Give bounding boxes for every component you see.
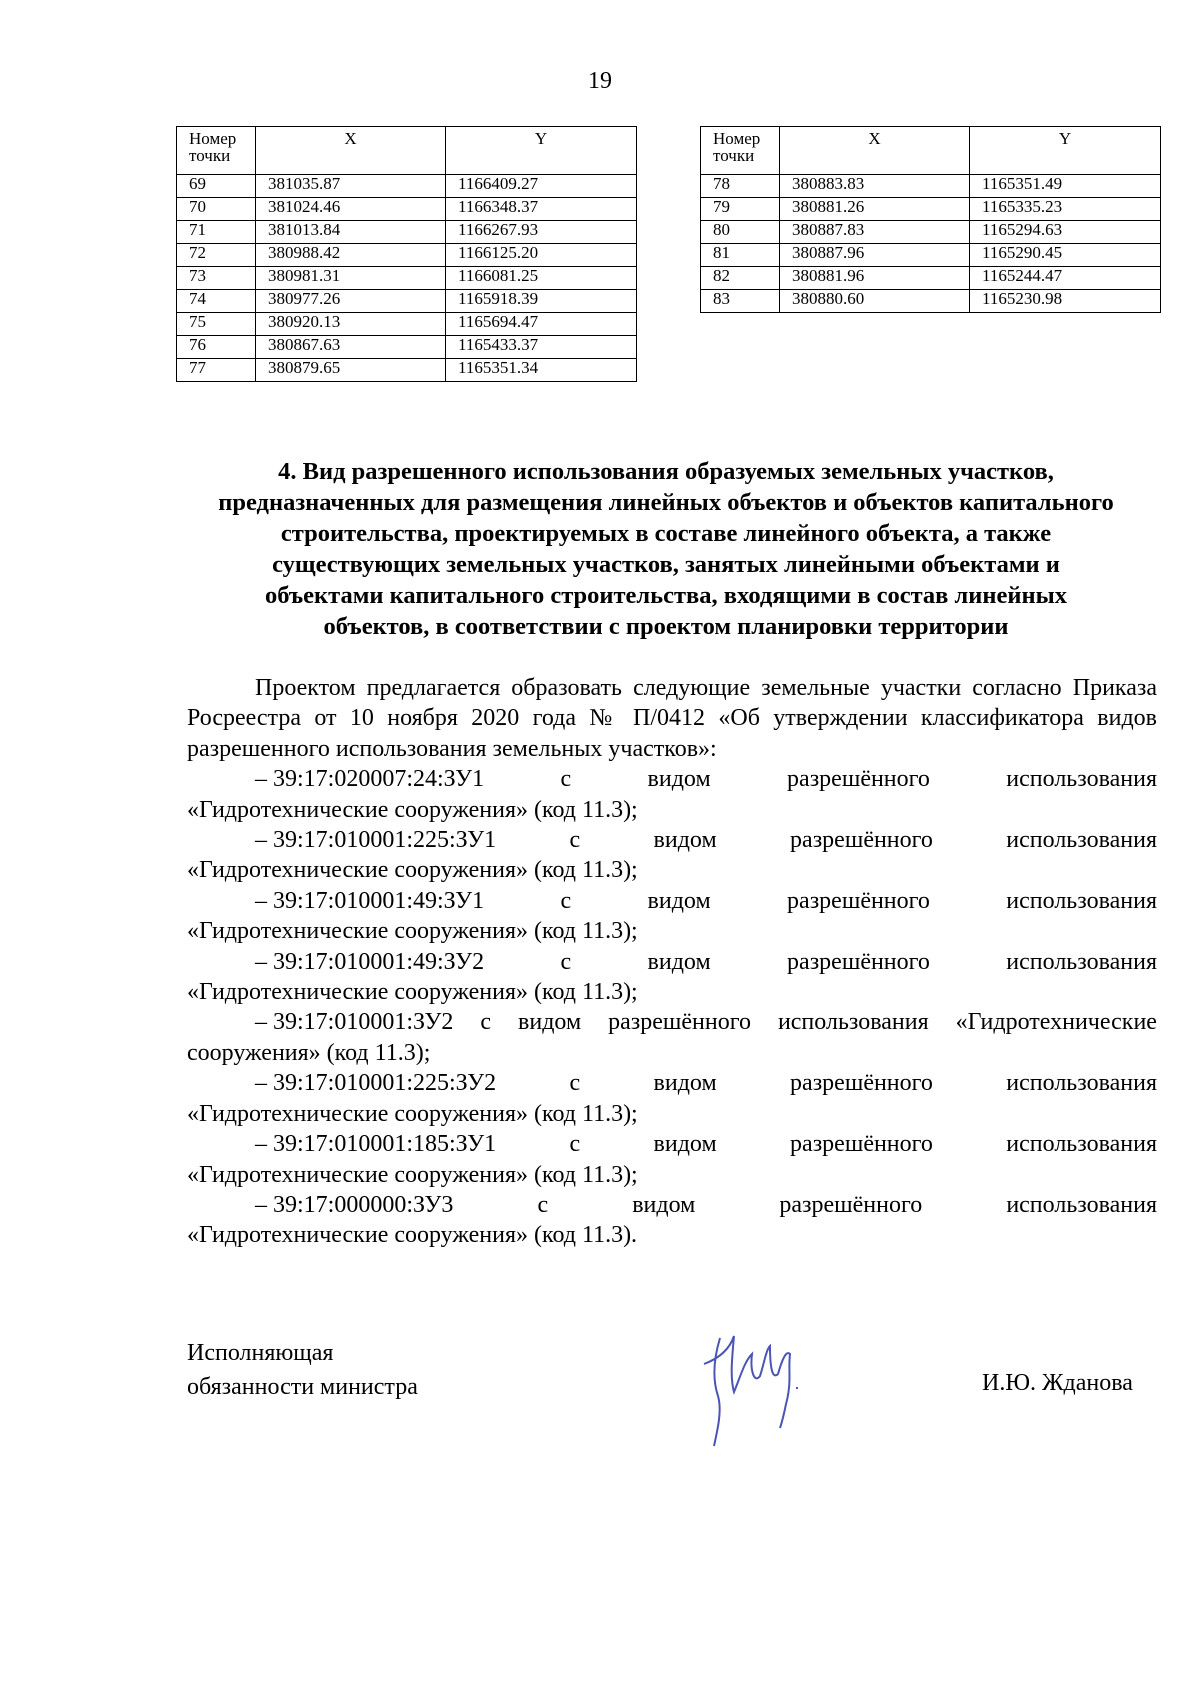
- land-plot-item-word: разрешённого: [787, 887, 930, 914]
- x-coordinate-cell: 380881.96: [780, 267, 970, 290]
- x-coordinate-cell: 380887.83: [780, 221, 970, 244]
- x-coordinate-cell: 380887.96: [780, 244, 970, 267]
- land-plot-item-word: – 39:17:010001:ЗУ2: [255, 1009, 454, 1036]
- header-x: X: [256, 127, 446, 175]
- point-number-cell: 71: [177, 221, 256, 244]
- land-plot-item: [187, 825, 1157, 886]
- land-plot-item-word: – 39:17:000000:ЗУ3: [255, 1191, 454, 1218]
- land-plot-item: [187, 1129, 1157, 1190]
- point-number-cell: 74: [177, 290, 256, 313]
- table-row: [701, 175, 1161, 198]
- heading-line: объектов, в соответствии с проектом планировки территории: [323, 613, 1009, 640]
- point-number-cell: 79: [701, 198, 780, 221]
- table-row: [177, 244, 637, 267]
- land-plot-item-word: с: [569, 1070, 581, 1097]
- land-plot-list: [187, 764, 1157, 1251]
- heading-line: существующих земельных участков, занятых линейными объектами и: [272, 551, 1060, 578]
- land-plot-item-word: с: [537, 1191, 549, 1218]
- x-coordinate-cell: 380880.60: [780, 290, 970, 313]
- land-plot-item-word: разрешённого: [608, 1009, 751, 1036]
- land-plot-item-word: – 39:17:010001:225:ЗУ2: [255, 1070, 497, 1097]
- x-coordinate-cell: 380920.13: [256, 313, 446, 336]
- y-coordinate-cell: 1165335.23: [970, 198, 1161, 221]
- heading-line: строительства, проектируемых в составе линейного объекта, а также: [280, 520, 1052, 547]
- y-coordinate-cell: 1165230.98: [970, 290, 1161, 313]
- x-coordinate-cell: 381013.84: [256, 221, 446, 244]
- y-coordinate-cell: 1166348.37: [446, 198, 637, 221]
- land-plot-item-word: видом: [653, 1070, 717, 1097]
- land-plot-item-word: использования: [777, 1009, 929, 1036]
- y-coordinate-cell: 1166409.27: [446, 175, 637, 198]
- table-row: [177, 221, 637, 244]
- x-coordinate-cell: 380977.26: [256, 290, 446, 313]
- coordinates-table-left: [176, 126, 637, 382]
- land-plot-item: [187, 1068, 1157, 1129]
- y-coordinate-cell: 1166125.20: [446, 244, 637, 267]
- land-plot-item-word: – 39:17:010001:49:ЗУ1: [255, 887, 485, 914]
- coordinates-table-right: [700, 126, 1161, 313]
- land-plot-item-word: разрешённого: [787, 948, 930, 975]
- table-row: [177, 267, 637, 290]
- point-number-cell: 77: [177, 359, 256, 382]
- land-plot-item-word: с: [560, 948, 572, 975]
- x-coordinate-cell: 381035.87: [256, 175, 446, 198]
- land-plot-item-word: использования: [1006, 766, 1157, 793]
- table-row: [177, 359, 637, 382]
- land-plot-item-word: разрешённого: [790, 827, 933, 854]
- point-number-cell: 82: [701, 267, 780, 290]
- land-plot-item-word: видом: [647, 948, 711, 975]
- table-row: [701, 198, 1161, 221]
- land-plot-item-word: разрешённого: [787, 766, 930, 793]
- intro-paragraph: Проектом предлагается образовать следующие земельные участки согласно Приказа Росреестра от 10 ноября 2020 года № П/0412 «Об утверждении классификатора видов разрешенного использования земельных участков»:: [187, 675, 1157, 762]
- table-row: [701, 244, 1161, 267]
- land-plot-item-line: [187, 1068, 1157, 1098]
- y-coordinate-cell: 1165294.63: [970, 221, 1161, 244]
- heading-line: объектами капитального строительства, входящими в состав линейных: [264, 582, 1068, 609]
- x-coordinate-cell: 381024.46: [256, 198, 446, 221]
- land-plot-item-word: видом: [647, 766, 711, 793]
- y-coordinate-cell: 1165351.49: [970, 175, 1161, 198]
- point-number-cell: 73: [177, 267, 256, 290]
- heading-line: 4. Вид разрешенного использования образуемых земельных участков,: [278, 458, 1054, 485]
- table-row: [701, 221, 1161, 244]
- land-plot-item-word: с: [569, 1131, 581, 1158]
- y-coordinate-cell: 1165918.39: [446, 290, 637, 313]
- table-row: [177, 313, 637, 336]
- land-plot-item-word: – 39:17:010001:225:ЗУ1: [255, 827, 497, 854]
- land-plot-item-word: использования: [1006, 948, 1157, 975]
- land-plot-item-continuation: «Гидротехнические сооружения» (код 11.3);: [187, 1161, 638, 1188]
- point-number-cell: 76: [177, 336, 256, 359]
- land-plot-item-word: видом: [647, 887, 711, 914]
- header-point-number: Номер точки: [701, 127, 780, 175]
- land-plot-item-word: – 39:17:020007:24:ЗУ1: [255, 766, 485, 793]
- header-point-number: Номер точки: [177, 127, 256, 175]
- land-plot-item-word: разрешённого: [790, 1070, 933, 1097]
- document-body: [187, 673, 1157, 1251]
- land-plot-item-continuation: «Гидротехнические сооружения» (код 11.3);: [187, 796, 638, 823]
- table-row: [177, 198, 637, 221]
- land-plot-item-word: с: [480, 1009, 492, 1036]
- land-plot-item-continuation: «Гидротехнические сооружения» (код 11.3);: [187, 857, 638, 884]
- land-plot-item-word: использования: [1006, 1070, 1157, 1097]
- land-plot-item-line: [187, 1007, 1157, 1037]
- land-plot-item: [187, 1007, 1157, 1068]
- land-plot-item-word: разрешённого: [790, 1131, 933, 1158]
- table-row: [701, 267, 1161, 290]
- land-plot-item-word: использования: [1006, 827, 1157, 854]
- header-y: Y: [970, 127, 1161, 175]
- point-number-cell: 83: [701, 290, 780, 313]
- x-coordinate-cell: 380988.42: [256, 244, 446, 267]
- x-coordinate-cell: 380981.31: [256, 267, 446, 290]
- y-coordinate-cell: 1165244.47: [970, 267, 1161, 290]
- land-plot-item: [187, 886, 1157, 947]
- point-number-cell: 78: [701, 175, 780, 198]
- land-plot-item-continuation: «Гидротехнические сооружения» (код 11.3);: [187, 918, 638, 945]
- point-number-cell: 69: [177, 175, 256, 198]
- land-plot-item-word: использования: [1006, 1191, 1157, 1218]
- land-plot-item-word: – 39:17:010001:185:ЗУ1: [255, 1131, 497, 1158]
- x-coordinate-cell: 380867.63: [256, 336, 446, 359]
- table-header-row: [701, 127, 1161, 175]
- table-row: [177, 336, 637, 359]
- land-plot-item: [187, 764, 1157, 825]
- land-plot-item-word: «Гидротехнические: [955, 1009, 1157, 1036]
- land-plot-item-line: [187, 947, 1157, 977]
- point-number-cell: 75: [177, 313, 256, 336]
- land-plot-item-continuation: «Гидротехнические сооружения» (код 11.3).: [187, 1222, 638, 1249]
- table-header-row: [177, 127, 637, 175]
- land-plot-item-word: использования: [1006, 887, 1157, 914]
- land-plot-item-word: с: [569, 827, 581, 854]
- land-plot-item-word: – 39:17:010001:49:ЗУ2: [255, 948, 485, 975]
- page-number: 19: [588, 68, 612, 94]
- land-plot-item-line: [187, 1190, 1157, 1220]
- land-plot-item-word: видом: [632, 1191, 696, 1218]
- point-number-cell: 80: [701, 221, 780, 244]
- land-plot-item-word: видом: [653, 1131, 717, 1158]
- handwritten-signature: [700, 1318, 810, 1458]
- y-coordinate-cell: 1166267.93: [446, 221, 637, 244]
- land-plot-item-continuation: сооружения» (код 11.3);: [187, 1039, 431, 1066]
- land-plot-item-word: с: [560, 887, 572, 914]
- header-x: X: [780, 127, 970, 175]
- y-coordinate-cell: 1165694.47: [446, 313, 637, 336]
- table-row: [177, 290, 637, 313]
- section-heading: [176, 456, 1156, 642]
- land-plot-item-line: [187, 825, 1157, 855]
- land-plot-item-continuation: «Гидротехнические сооружения» (код 11.3);: [187, 979, 638, 1006]
- x-coordinate-cell: 380883.83: [780, 175, 970, 198]
- x-coordinate-cell: 380879.65: [256, 359, 446, 382]
- heading-line: предназначенных для размещения линейных объектов и объектов капитального: [218, 489, 1114, 516]
- table-row: [701, 290, 1161, 313]
- table-row: [177, 175, 637, 198]
- point-number-cell: 81: [701, 244, 780, 267]
- y-coordinate-cell: 1165351.34: [446, 359, 637, 382]
- signatory-position: Исполняющая обязанности министра: [187, 1340, 418, 1400]
- land-plot-item-word: использования: [1006, 1131, 1157, 1158]
- land-plot-item-word: видом: [653, 827, 717, 854]
- land-plot-item-word: видом: [518, 1009, 582, 1036]
- land-plot-item: [187, 1190, 1157, 1251]
- y-coordinate-cell: 1166081.25: [446, 267, 637, 290]
- land-plot-item-word: разрешённого: [779, 1191, 923, 1218]
- land-plot-item-line: [187, 764, 1157, 794]
- y-coordinate-cell: 1165433.37: [446, 336, 637, 359]
- point-number-cell: 70: [177, 198, 256, 221]
- land-plot-item-continuation: «Гидротехнические сооружения» (код 11.3);: [187, 1100, 638, 1127]
- land-plot-item-word: с: [560, 766, 572, 793]
- header-y: Y: [446, 127, 637, 175]
- land-plot-item-line: [187, 1129, 1157, 1159]
- y-coordinate-cell: 1165290.45: [970, 244, 1161, 267]
- point-number-cell: 72: [177, 244, 256, 267]
- signatory-name: И.Ю. Жданова: [982, 1370, 1133, 1396]
- x-coordinate-cell: 380881.26: [780, 198, 970, 221]
- land-plot-item-line: [187, 886, 1157, 916]
- land-plot-item: [187, 947, 1157, 1008]
